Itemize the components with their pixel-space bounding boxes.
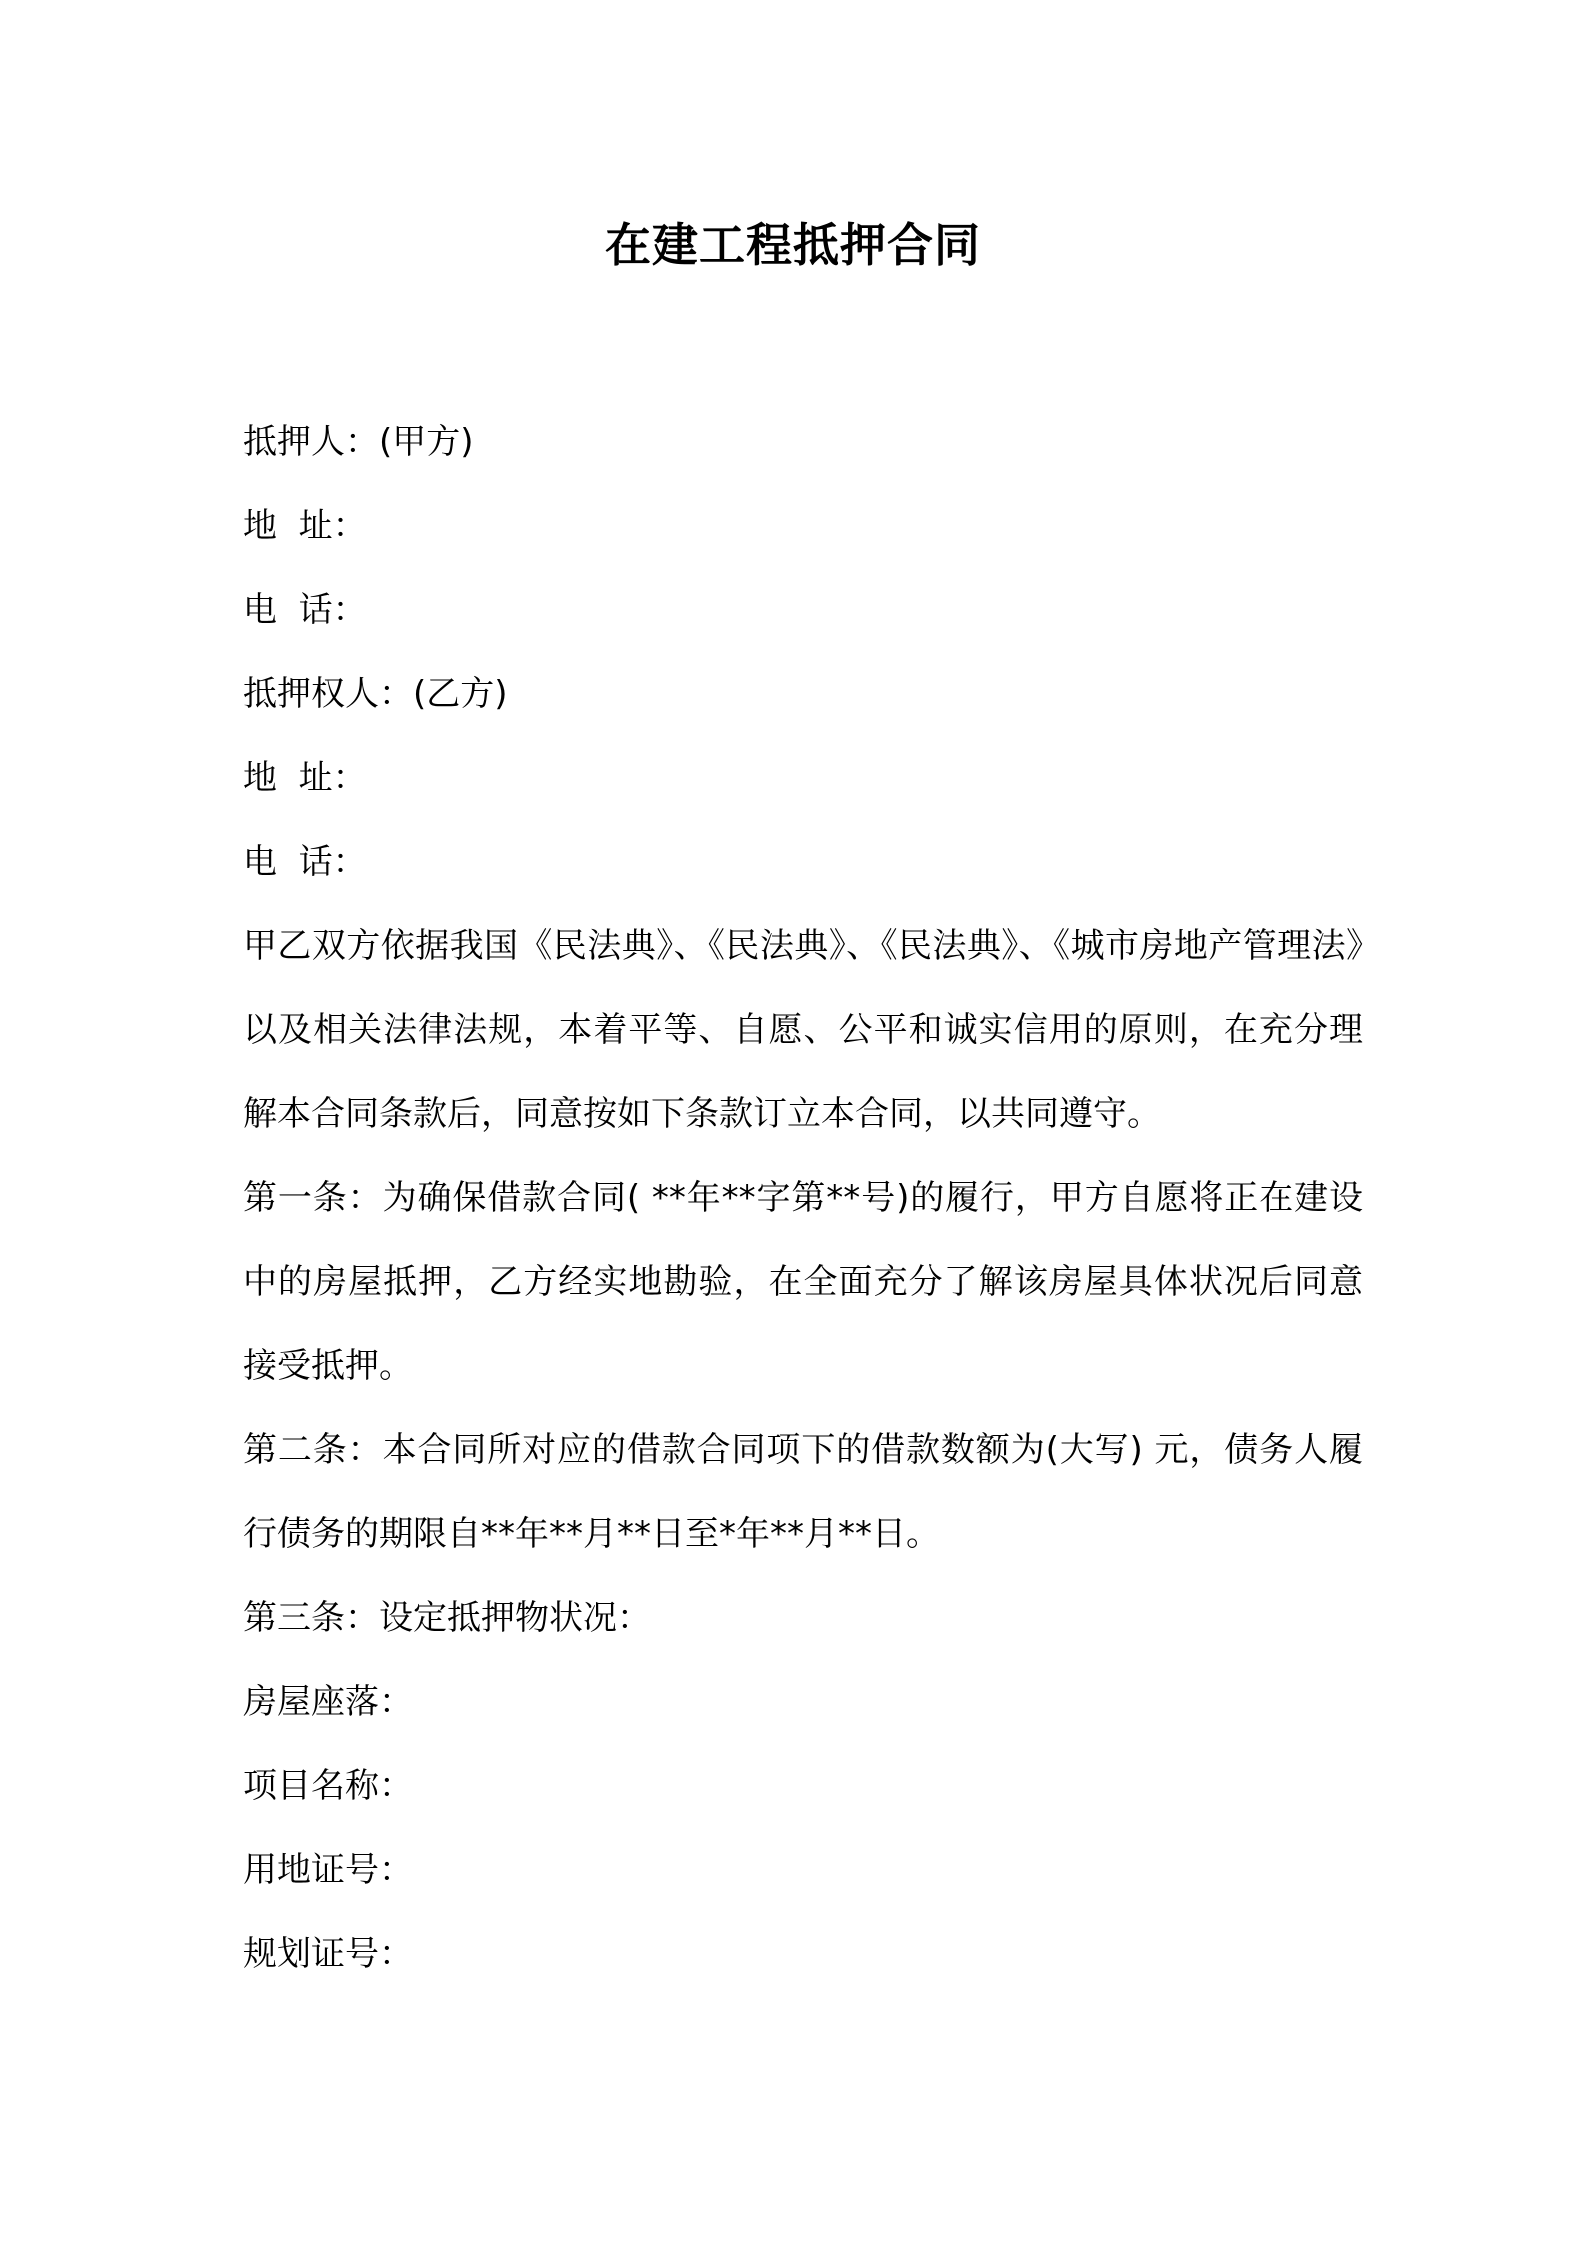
party-b-address: 地 址：	[243, 758, 367, 798]
contract-body	[243, 400, 1363, 1996]
party-a-label: 抵押人：(甲方)	[243, 422, 474, 462]
party-a-phone: 电 话：	[243, 590, 367, 630]
article-2-paragraph: 第二条：本合同所对应的借款合同项下的借款数额为(大写) 元，债务人履行债务的期限自**年**月**日至*年**月**日。	[243, 1430, 1363, 1554]
document-title: 在建工程抵押合同	[605, 218, 981, 272]
party-b-label: 抵押权人：(乙方)	[243, 674, 508, 714]
article-1-paragraph: 第一条：为确保借款合同( **年**字第**号)的履行，甲方自愿将正在建设中的房屋抵押，乙方经实地勘验，在全面充分了解该房屋具体状况后同意接受抵押。	[243, 1178, 1363, 1386]
field-project-name: 项目名称：	[243, 1766, 413, 1806]
preamble-paragraph: 甲乙双方依据我国《民法典》、《民法典》、《民法典》、《城市房地产管理法》以及相关法律法规，本着平等、自愿、公平和诚实信用的原则，在充分理解本合同条款后，同意按如下条款订立本合同，以共同遵守。	[243, 926, 1363, 1134]
field-planning-certificate: 规划证号：	[243, 1934, 413, 1974]
party-b-phone: 电 话：	[243, 842, 367, 882]
field-house-location: 房屋座落：	[243, 1682, 413, 1722]
party-a-address: 地 址：	[243, 506, 367, 546]
article-3-heading: 第三条：设定抵押物状况：	[243, 1598, 651, 1638]
field-land-certificate: 用地证号：	[243, 1850, 413, 1890]
